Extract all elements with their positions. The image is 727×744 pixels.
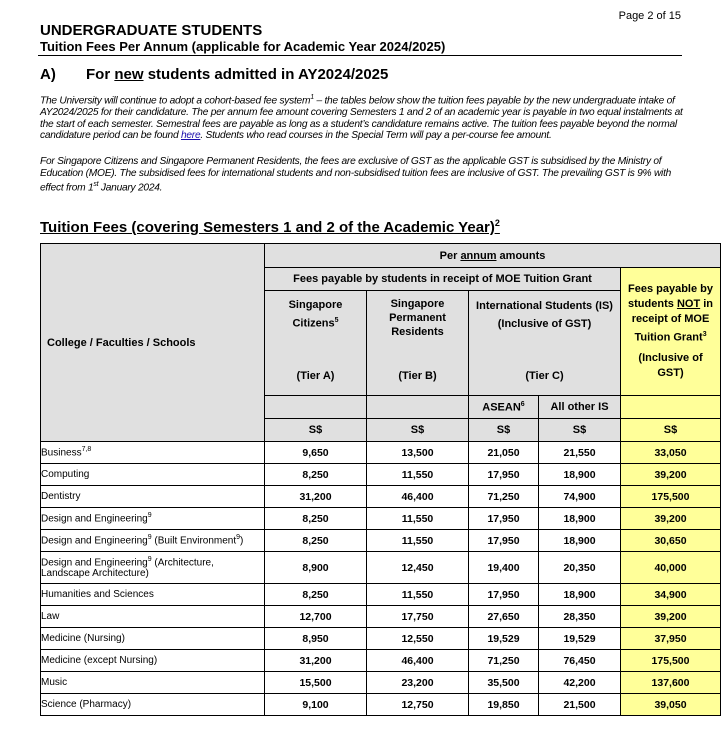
table-title-text: Tuition Fees (covering Semesters 1 and 2 of the Academic Year) — [40, 219, 495, 236]
nonmoe-line: GST) — [657, 367, 684, 380]
section-heading-emphasis: new — [114, 66, 144, 83]
sc-header-spacer — [265, 396, 367, 419]
fee-other-is: 18,900 — [539, 464, 621, 486]
other-is-header: All other IS — [539, 396, 621, 419]
fee-spr: 11,550 — [367, 464, 469, 486]
fee-other-is: 21,550 — [539, 442, 621, 464]
nonmoe-line: students NOT in — [628, 297, 714, 310]
fee-nonmoe: 39,200 — [621, 464, 721, 486]
fee-nonmoe: 39,200 — [621, 606, 721, 628]
table-row — [41, 584, 721, 606]
spr-header — [367, 291, 469, 358]
table-row — [41, 694, 721, 716]
fee-spr: 11,550 — [367, 584, 469, 606]
fee-spr: 11,550 — [367, 530, 469, 552]
per-annum-header — [265, 244, 721, 268]
fee-nonmoe: 40,000 — [621, 552, 721, 584]
intro-text-3: . Students who read courses in the Special Term will pay a per-course fee amount. — [200, 130, 552, 142]
fee-other-is: 28,350 — [539, 606, 621, 628]
fee-other-is: 18,900 — [539, 508, 621, 530]
fee-sc: 8,950 — [265, 628, 367, 650]
table-row — [41, 486, 721, 508]
is-header — [469, 291, 621, 358]
sc-header-line: Singapore — [288, 299, 343, 311]
fee-asean: 17,950 — [469, 508, 539, 530]
spr-header-line: Singapore — [390, 298, 445, 310]
table-row — [41, 508, 721, 530]
currency-other-is: S$ — [539, 419, 621, 442]
fee-spr: 13,500 — [367, 442, 469, 464]
table-row — [41, 650, 721, 672]
fee-sc: 31,200 — [265, 650, 367, 672]
fee-sc: 9,100 — [265, 694, 367, 716]
school-name: Medicine (except Nursing) — [41, 650, 265, 672]
school-name: Design and Engineering$^9$ (Architecture, Landscape Architecture) — [41, 552, 265, 584]
spr-header-line: Permanent — [389, 312, 446, 324]
school-name: Design and Engineering$^9$ — [41, 508, 265, 530]
intro-text-2: – the tables below show the tuition fees payable by the new undergraduate intake of AY2024/2025 for their candidature. The per annum fee amount covering Semesters 1 and 2 of an academic year is payable in two equal instalments at the start of each semester. Semestral fees are payable as long as a student’s candidature remains active. The tuition fees payable beyond the normal candidature period can be found — [40, 95, 683, 142]
fee-other-is: 19,529 — [539, 628, 621, 650]
fee-nonmoe: 30,650 — [621, 530, 721, 552]
fee-other-is: 18,900 — [539, 530, 621, 552]
fee-asean: 27,650 — [469, 606, 539, 628]
tuition-fees-table — [40, 243, 721, 716]
non-moe-header-spacer — [621, 396, 721, 419]
sc-header — [265, 291, 367, 358]
currency-sc: S$ — [265, 419, 367, 442]
table-row — [41, 530, 721, 552]
currency-nonmoe: S$ — [621, 419, 721, 442]
school-name: Law — [41, 606, 265, 628]
nonmoe-line: receipt of MOE — [631, 312, 710, 325]
per-annum-emphasis: annum — [460, 249, 497, 262]
fee-sc: 8,250 — [265, 584, 367, 606]
fee-nonmoe: 39,200 — [621, 508, 721, 530]
fee-other-is: 21,500 — [539, 694, 621, 716]
fee-asean: 17,950 — [469, 584, 539, 606]
fee-asean: 21,050 — [469, 442, 539, 464]
school-name: Design and Engineering$^9$ (Built Environment$^9$) — [41, 530, 265, 552]
tier-a-label: (Tier A) — [265, 357, 367, 396]
gst-text-1: For Singapore Citizens and Singapore Permanent Residents, the fees are exclusive of GST as the applicable GST is subsidised by the Ministry of Education (MOE). The subsidised fees for international students and non-subsidised tuition fees are inclusive of GST. The prevailing GST is 9% with effect from 1 — [40, 156, 672, 194]
asean-header: ASEAN$^6$ — [469, 396, 539, 419]
page-title: UNDERGRADUATE STUDENTS — [40, 22, 263, 39]
college-column-header: College / Faculties / Schools — [41, 244, 265, 442]
currency-asean: S$ — [469, 419, 539, 442]
fee-asean: 17,950 — [469, 464, 539, 486]
fee-spr: 12,550 — [367, 628, 469, 650]
school-name: Humanities and Sciences — [41, 584, 265, 606]
title-divider — [38, 55, 682, 56]
fee-nonmoe: 34,900 — [621, 584, 721, 606]
fee-other-is: 20,350 — [539, 552, 621, 584]
fee-nonmoe: 33,050 — [621, 442, 721, 464]
fee-asean: 19,400 — [469, 552, 539, 584]
fee-nonmoe: 137,600 — [621, 672, 721, 694]
fee-other-is: 42,200 — [539, 672, 621, 694]
section-heading — [40, 66, 388, 83]
school-name: Dentistry — [41, 486, 265, 508]
table-title — [40, 218, 500, 236]
section-label: A) — [40, 66, 56, 83]
fee-asean: 71,250 — [469, 486, 539, 508]
nonmoe-line: (Inclusive of — [638, 352, 703, 365]
footnote-ref: 1 — [310, 94, 314, 101]
tier-b-label: (Tier B) — [367, 357, 469, 396]
moe-grant-group-header: Fees payable by students in receipt of MOE Tuition Grant — [265, 268, 621, 291]
school-name: Medicine (Nursing) — [41, 628, 265, 650]
fee-spr: 46,400 — [367, 486, 469, 508]
non-moe-header — [621, 268, 721, 396]
fee-sc: 8,250 — [265, 464, 367, 486]
school-name: Music — [41, 672, 265, 694]
nonmoe-line: Tuition Grant$^3$ — [634, 330, 707, 344]
fee-nonmoe: 39,050 — [621, 694, 721, 716]
fee-asean: 71,250 — [469, 650, 539, 672]
page-subtitle: Tuition Fees Per Annum (applicable for Academic Year 2024/2025) — [40, 39, 446, 54]
ordinal-sup: st — [93, 181, 99, 189]
is-header-line: International Students (IS) — [476, 300, 613, 312]
fee-asean: 17,950 — [469, 530, 539, 552]
school-name: Science (Pharmacy) — [41, 694, 265, 716]
table-row — [41, 552, 721, 584]
tier-c-label: (Tier C) — [469, 357, 621, 396]
fee-spr: 46,400 — [367, 650, 469, 672]
fee-sc: 8,250 — [265, 530, 367, 552]
fee-sc: 12,700 — [265, 606, 367, 628]
fee-spr: 12,750 — [367, 694, 469, 716]
section-heading-pre: For — [86, 66, 115, 83]
table-row — [41, 464, 721, 486]
fee-sc: 31,200 — [265, 486, 367, 508]
spr-header-line: Residents — [391, 326, 444, 338]
fee-asean: 35,500 — [469, 672, 539, 694]
fee-spr: 17,750 — [367, 606, 469, 628]
fee-sc: 15,500 — [265, 672, 367, 694]
gst-text-2: January 2024. — [98, 182, 163, 194]
fee-other-is: 18,900 — [539, 584, 621, 606]
page-number: Page 2 of 15 — [618, 10, 681, 22]
per-annum-post: amounts — [496, 249, 546, 262]
fee-asean: 19,850 — [469, 694, 539, 716]
fees-beyond-candidature-link[interactable]: here — [180, 130, 201, 142]
school-name: Computing — [41, 464, 265, 486]
fee-spr: 11,550 — [367, 508, 469, 530]
fee-nonmoe: 175,500 — [621, 486, 721, 508]
gst-paragraph — [40, 156, 688, 194]
school-name: Business$^{7,8}$ — [41, 442, 265, 464]
table-row — [41, 606, 721, 628]
fee-spr: 23,200 — [367, 672, 469, 694]
per-annum-pre: Per — [439, 249, 461, 262]
fee-spr: 12,450 — [367, 552, 469, 584]
is-header-line: (Inclusive of GST) — [497, 318, 592, 330]
spr-header-spacer — [367, 396, 469, 419]
currency-spr: S$ — [367, 419, 469, 442]
fee-sc: 8,250 — [265, 508, 367, 530]
nonmoe-line: Fees payable by — [628, 282, 714, 295]
fee-other-is: 76,450 — [539, 650, 621, 672]
intro-paragraph — [40, 92, 688, 142]
table-row — [41, 672, 721, 694]
fee-sc: 9,650 — [265, 442, 367, 464]
fee-nonmoe: 37,950 — [621, 628, 721, 650]
sc-header-line: Citizens$^5$ — [292, 317, 339, 330]
fee-asean: 19,529 — [469, 628, 539, 650]
fee-other-is: 74,900 — [539, 486, 621, 508]
intro-text-1: The University will continue to adopt a cohort-based fee system — [40, 95, 311, 107]
section-heading-post: students admitted in AY2024/2025 — [143, 66, 389, 83]
table-row — [41, 442, 721, 464]
fee-sc: 8,900 — [265, 552, 367, 584]
table-title-footnote: 2 — [494, 218, 500, 228]
fee-nonmoe: 175,500 — [621, 650, 721, 672]
table-row — [41, 628, 721, 650]
